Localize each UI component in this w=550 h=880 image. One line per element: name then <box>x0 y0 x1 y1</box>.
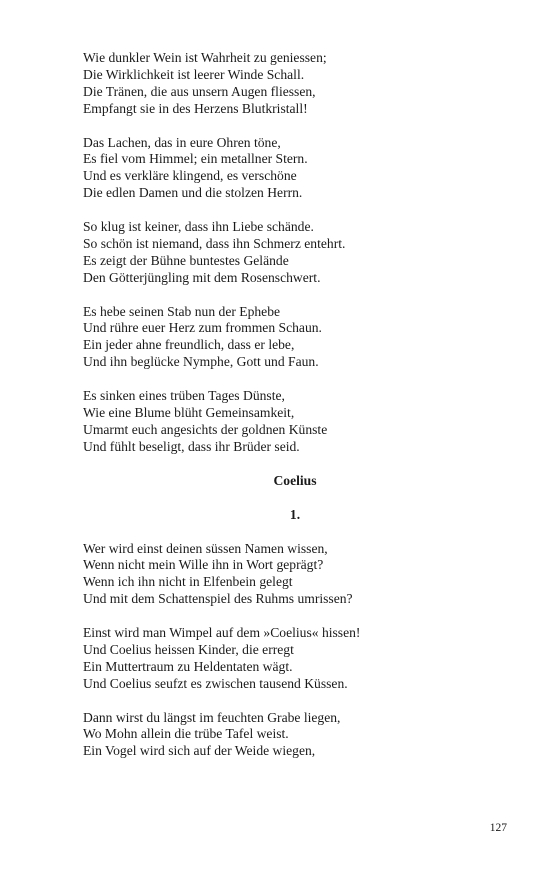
verse-line: Ein Vogel wird sich auf der Weide wiegen, <box>83 743 316 759</box>
verse-line: Ein jeder ahne freundlich, dass er lebe, <box>83 337 295 353</box>
stanza <box>83 135 483 203</box>
verse-line: Es sinken eines trüben Tages Dünste, <box>83 388 285 404</box>
poem-continuation <box>83 50 483 456</box>
verse-line: Und es verkläre klingend, es verschöne <box>83 168 297 184</box>
stanza <box>83 541 483 609</box>
verse-line: Es fiel vom Himmel; ein metallner Stern. <box>83 151 308 167</box>
page-text <box>83 50 483 760</box>
verse-line: Wer wird einst deinen süssen Namen wissen, <box>83 540 328 556</box>
stanza <box>83 219 483 287</box>
verse-line: Es hebe seinen Stab nun der Ephebe <box>83 303 281 319</box>
verse-line: So schön ist niemand, dass ihn Schmerz entehrt. <box>83 235 346 251</box>
verse-line: Das Lachen, das in eure Ohren töne, <box>83 134 281 150</box>
poem-number: 1. <box>289 506 301 522</box>
poem-title: Coelius <box>273 472 317 488</box>
verse-line: Wie eine Blume blüht Gemeinsamkeit, <box>83 404 295 420</box>
verse-line: So klug ist keiner, dass ihn Liebe schände. <box>83 219 314 235</box>
verse-line: Und rühre euer Herz zum frommen Schaun. <box>83 320 322 336</box>
stanza <box>83 304 483 372</box>
verse-line: Die Tränen, die aus unsern Augen fliessen, <box>83 83 316 99</box>
stanza <box>83 388 483 456</box>
poem-coelius <box>83 541 483 761</box>
verse-line: Und Coelius seufzt es zwischen tausend Küssen. <box>83 675 348 691</box>
page-number: 127 <box>489 822 507 834</box>
verse-line: Wo Mohn allein die trübe Tafel weist. <box>83 726 289 742</box>
verse-line: Ein Muttertraum zu Heldentaten wägt. <box>83 658 293 674</box>
verse-line: Und mit dem Schattenspiel des Ruhms umrissen? <box>83 591 353 607</box>
verse-line: Und ihn beglücke Nymphe, Gott und Faun. <box>83 354 319 370</box>
verse-line: Die Wirklichkeit ist leerer Winde Schall. <box>83 66 305 82</box>
verse-line: Den Götterjüngling mit dem Rosenschwert. <box>83 269 321 285</box>
verse-line: Und Coelius heissen Kinder, die erregt <box>83 641 294 657</box>
verse-line: Dann wirst du längst im feuchten Grabe liegen, <box>83 709 341 725</box>
verse-line: Wie dunkler Wein ist Wahrheit zu geniessen; <box>83 50 327 65</box>
verse-line: Die edlen Damen und die stolzen Herrn. <box>83 185 303 201</box>
verse-line: Und fühlt beseligt, dass ihr Brüder seid. <box>83 438 300 454</box>
verse-line: Umarmt euch angesichts der goldnen Künste <box>83 421 328 437</box>
verse-line: Es zeigt der Bühne buntestes Gelände <box>83 252 289 268</box>
verse-line: Einst wird man Wimpel auf dem »Coelius« hissen! <box>83 625 361 641</box>
stanza <box>83 710 483 761</box>
verse-line: Empfangt sie in des Herzens Blutkristall! <box>83 100 308 116</box>
verse-line: Wenn nicht mein Wille ihn in Wort geprägt? <box>83 557 324 573</box>
stanza <box>83 50 483 118</box>
verse-line: Wenn ich ihn nicht in Elfenbein gelegt <box>83 574 293 590</box>
stanza <box>83 625 483 693</box>
